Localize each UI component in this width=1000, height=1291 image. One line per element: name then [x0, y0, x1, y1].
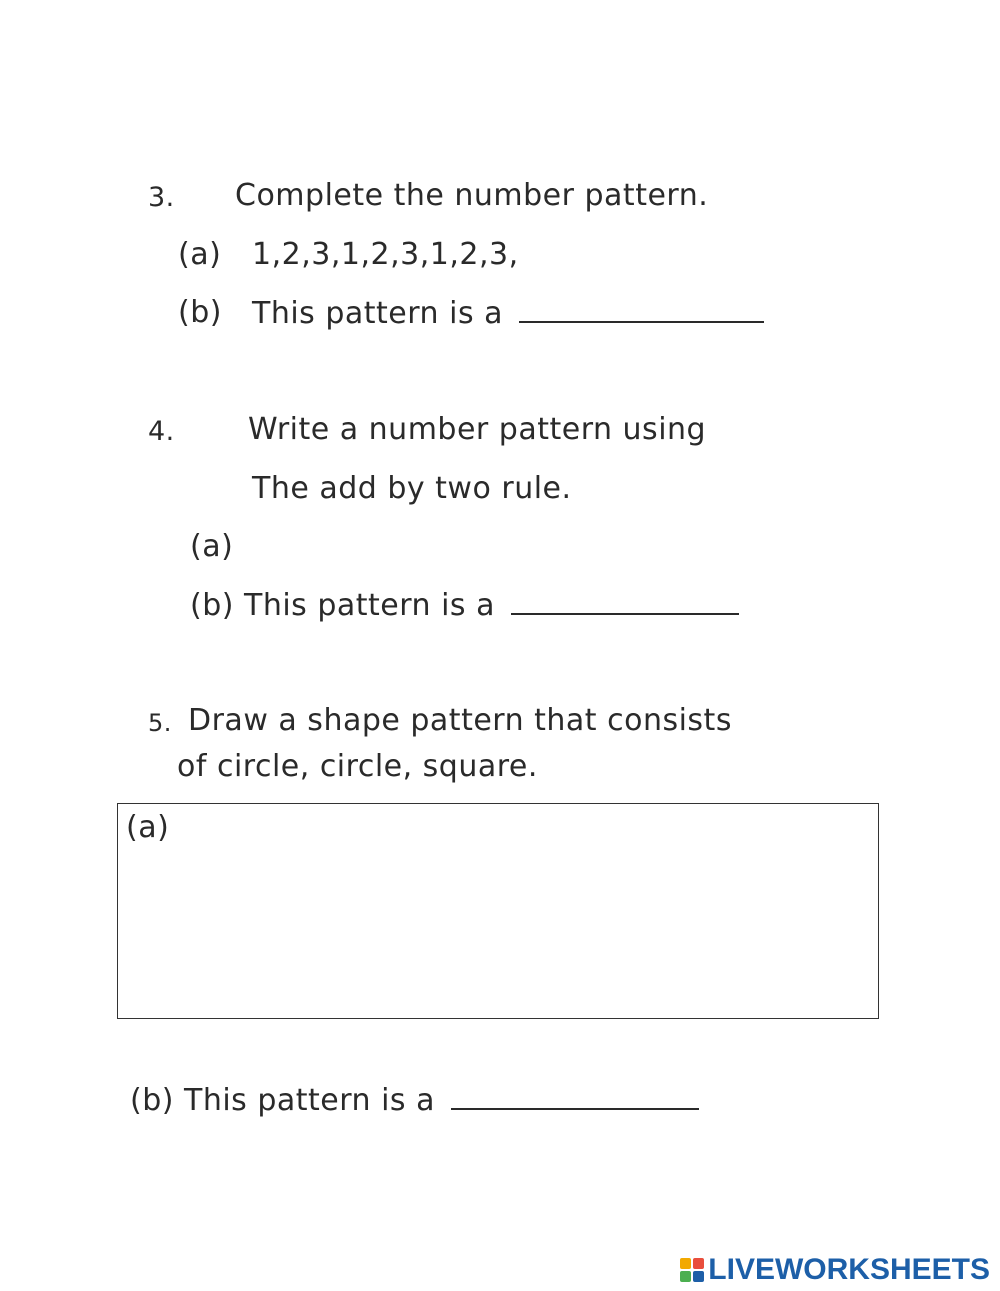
q5-b-answer-blank[interactable]: [451, 1082, 699, 1110]
q4-line1: Write a number pattern using: [248, 412, 707, 447]
liveworksheets-logo: [680, 1253, 990, 1287]
q5-line2: of circle, circle, square.: [177, 749, 538, 784]
q4-a-label: (a): [190, 529, 234, 564]
brand-name: LIVEWORKSHEETS: [708, 1253, 990, 1286]
logo-tile: [693, 1258, 704, 1269]
q3-number: 3.: [148, 182, 175, 213]
q5-line1: Draw a shape pattern that consists: [188, 703, 732, 738]
q4-line2: The add by two rule.: [252, 471, 572, 506]
q4-b-answer-blank[interactable]: [511, 587, 739, 615]
q3-a-sequence: 1,2,3,1,2,3,1,2,3,: [252, 237, 519, 272]
logo-tiles-icon: [680, 1258, 704, 1282]
q3-a-label: (a): [178, 237, 222, 272]
q5-b-text: (b) This pattern is a: [130, 1083, 435, 1118]
q3-b-text: This pattern is a: [252, 296, 503, 331]
logo-tile: [680, 1258, 691, 1269]
q5-drawing-box[interactable]: [117, 803, 879, 1019]
q3-b-line: [252, 295, 764, 332]
q5-b-line: [130, 1082, 699, 1119]
q3-b-answer-blank[interactable]: [519, 295, 764, 323]
q3-b-label: (b): [178, 295, 222, 330]
q4-b-line: [190, 587, 739, 624]
q3-prompt: Complete the number pattern.: [235, 178, 709, 213]
logo-tile: [693, 1271, 704, 1282]
logo-tile: [680, 1271, 691, 1282]
q5-number: 5.: [148, 709, 172, 737]
q4-number: 4.: [148, 416, 175, 447]
q4-b-text: (b) This pattern is a: [190, 588, 495, 623]
q5-a-label: (a): [126, 810, 170, 845]
